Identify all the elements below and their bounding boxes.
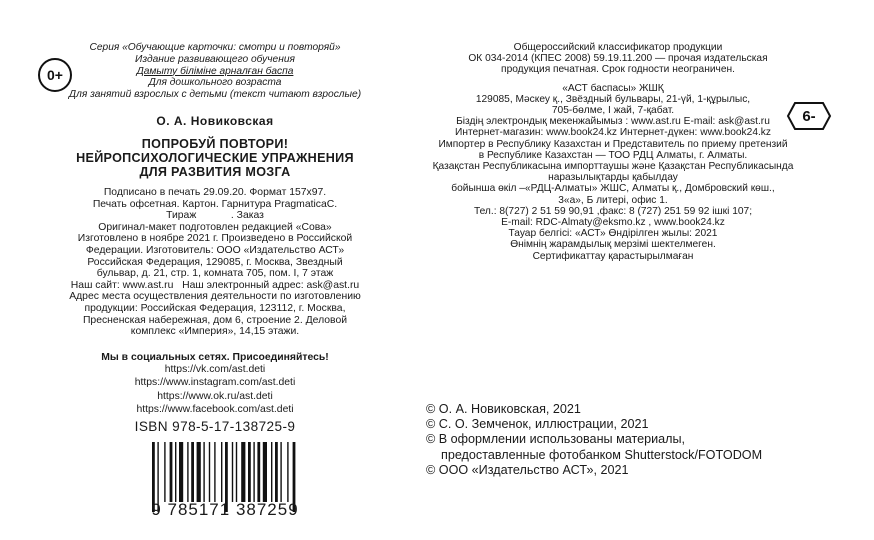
details-line: продукции: Российская Федерация, 123112, г. Москва, (84, 302, 346, 314)
kz-line: Тел.: 8(727) 2 51 59 90,91 ,факс: 8 (727) 251 59 92 ішкі 107; (473, 205, 753, 217)
imprint-line: Печать офсетная. Картон. Гарнитура PragmaticaC. (92, 198, 338, 210)
kz-line: 129085, Мәскеу қ., Звёздный бульвары, 21-үй, 1-құрылыс, (475, 93, 751, 105)
details-line: Наш сайт: www.ast.ru Наш электронный адрес: ask@ast.ru (70, 279, 360, 291)
kz-line: Қазақстан Республикасына импорттаушы және Қазақстан Республикасында (432, 161, 794, 173)
copyright-line: © О. А. Новиковская, 2021 (426, 402, 581, 416)
imprint-block (34, 187, 396, 222)
age-rating-badge-0plus: 0+ (38, 58, 72, 92)
barcode-digits: 9 785171 387259 (151, 500, 299, 519)
imprint-line: Подписано в печать 29.09.20. Формат 157х97. (103, 186, 327, 198)
age-rating-label: 6- (802, 107, 816, 125)
kz-line: Өнімнің жарамдылық мерзімі шектелмеген. (510, 239, 716, 251)
kz-line: бойынша өкіл –«РДЦ-Алматы» ЖШС, Алматы қ., Домбровский көш., (451, 183, 775, 195)
kz-line: 705-бөлме, I жай, 7-қабат. (551, 105, 675, 117)
kz-line: наразылықтарды қабылдау (548, 172, 678, 184)
kz-line: Біздің электрондық мекенжайымыз : www.ast.ru E-mail: ask@ast.ru (456, 116, 770, 128)
details-line: Изготовлено в ноябре 2021 г. Произведено в Российской (77, 233, 353, 245)
title-line: ПОПРОБУЙ ПОВТОРИ! (141, 136, 289, 151)
social-heading: Мы в социальных сетях. Присоединяйтесь! (101, 351, 329, 363)
kz-line: Сертификаттау қарастырылмаған (532, 250, 694, 262)
kz-line: в Республике Казахстан — ТОО РДЦ Алматы, г. Алматы. (478, 149, 748, 161)
kazakhstan-info (418, 83, 818, 262)
copyright-line: © ООО «Издательство АСТ», 2021 (426, 462, 629, 477)
barcode (142, 442, 308, 520)
adults-line: Для занятий взрослых с детьми (текст читают взрослые) (68, 89, 362, 101)
details-line: Оригинал-макет подготовлен редакцией «Сова» (98, 221, 332, 233)
copyright-line: © С. О. Земченок, иллюстрации, 2021 (426, 417, 649, 432)
details-line: комплекс «Империя», 14,15 этажи. (130, 326, 300, 338)
social-link-ok[interactable]: https://www.ok.ru/ast.deti (157, 390, 273, 402)
details-line: Адрес места осуществления деятельности по изготовлению (69, 291, 361, 303)
edition-line: Издание развивающего обучения (135, 53, 295, 65)
kz-line: Интернет-магазин: www.book24.kz Интернет-дүкен: www.book24.kz (455, 127, 771, 139)
details-line: Российская Федерация, 129085, г. Москва, Звездный (87, 256, 343, 268)
copyright-line: предоставленные фотобанком Shutterstock/FOTODOM (441, 447, 763, 462)
classifier-line: Общероссийский классификатор продукции (513, 42, 723, 53)
social-link-instagram[interactable]: https://www.instagram.com/ast.deti (134, 377, 296, 389)
kz-line: Импортер в Республику Казахстан и Представитель по приему претензий (438, 138, 788, 150)
title-line: НЕЙРОПСИХОЛОГИЧЕСКИЕ УПРАЖНЕНИЯ (76, 150, 354, 165)
classifier-line: продукция печатная. Срок годности неограничен. (501, 64, 735, 76)
details-line: Федерации. Изготовитель: ООО «Издательство АСТ» (85, 244, 345, 256)
left-column (34, 42, 396, 434)
right-column (418, 42, 818, 262)
social-link-facebook[interactable]: https://www.facebook.com/ast.deti (136, 403, 294, 415)
author-name: О. А. Новиковская (156, 113, 274, 128)
isbn: ISBN 978-5-17-138725-9 (134, 419, 296, 435)
series-line: Серия «Обучающие карточки: смотри и повторяй» (89, 42, 341, 53)
details-line: бульвар, д. 21, стр. 1, комната 705, пом. I, 7 этаж (96, 268, 334, 280)
kz-line: E-mail: RDC-Almaty@eksmo.kz , www.book24.kz (501, 217, 725, 229)
imprint-line: Тираж . Заказ (166, 210, 264, 222)
copyright-line: © В оформлении использованы материалы, (426, 432, 686, 447)
age-group-line: Для дошкольного возраста (148, 77, 282, 89)
publisher-details (34, 222, 396, 338)
title-line: ДЛЯ РАЗВИТИЯ МОЗГА (139, 164, 291, 179)
classifier-block (418, 42, 818, 76)
kz-line: Тауар белгісі: «АСТ» Өндірілген жылы: 2021 (508, 228, 718, 240)
book-title (34, 137, 396, 179)
edition-kz-line: Дамыту біліміне арналған баспа (136, 65, 294, 77)
details-line: Пресненская набережная, дом 6, строение 2. Деловой (82, 314, 348, 326)
kz-line: «АСТ баспасы» ЖШҚ (562, 82, 664, 94)
kz-line: 3«а», Б литері, офис 1. (558, 194, 668, 206)
copyright-block (426, 402, 846, 478)
social-links (34, 363, 396, 417)
social-link-vk[interactable]: https://vk.com/ast.deti (164, 363, 266, 375)
classifier-line: ОК 034-2014 (КПЕС 2008) 59.19.11.200 — прочая издательская (468, 53, 768, 65)
